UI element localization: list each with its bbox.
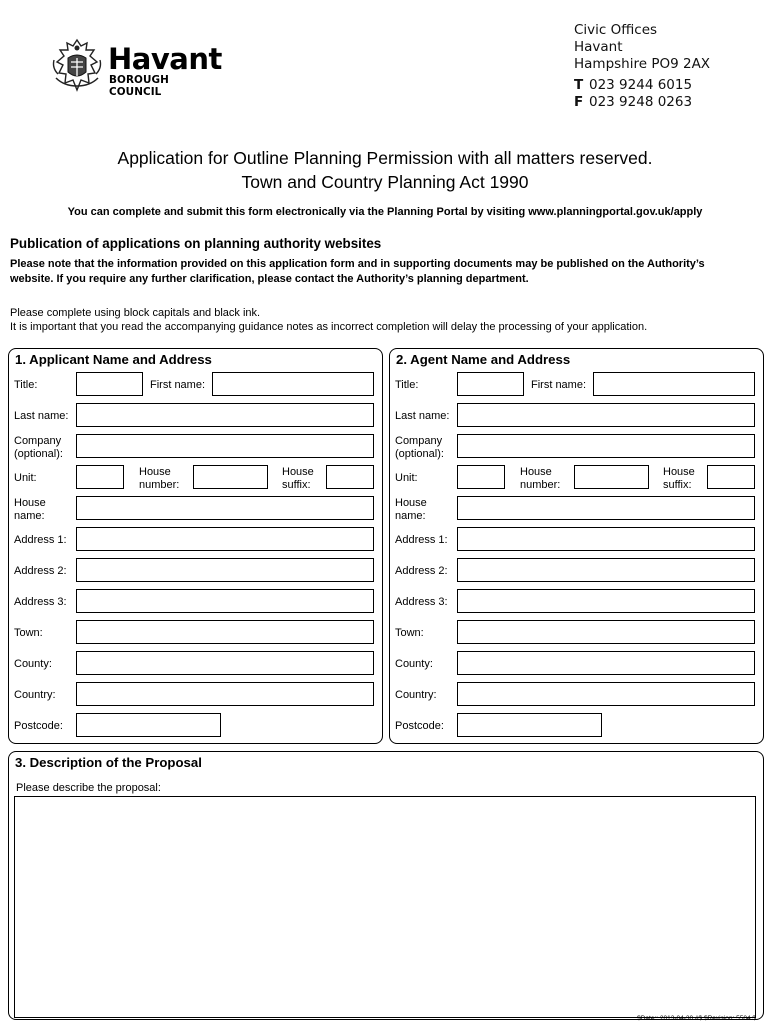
logo-subtitle: BOROUGH COUNCIL	[109, 74, 169, 98]
council-logo	[50, 38, 222, 98]
house-suffix-field[interactable]	[326, 465, 374, 489]
first-name-field[interactable]	[593, 372, 755, 396]
publication-text: Please note that the information provided on this application form and in supporting documents may be published on the Authority’s website. If you require any further clarification, please contact the Authority’s planning department.	[10, 258, 705, 285]
house-suffix-field[interactable]	[707, 465, 755, 489]
instructions-line: It is important that you read the accompanying guidance notes as incorrect completion will delay the processing of your application.	[10, 321, 648, 333]
instructions-line: Please complete using block capitals and black ink.	[10, 307, 261, 319]
address-3-label: Address 3:	[14, 596, 67, 608]
address-2-field[interactable]	[457, 558, 755, 582]
house-name-field[interactable]	[76, 496, 374, 520]
house-number-field[interactable]	[574, 465, 649, 489]
county-field[interactable]	[457, 651, 755, 675]
crest-icon	[50, 38, 104, 92]
title-label: Title:	[395, 379, 419, 391]
county-label: County:	[14, 658, 52, 670]
company-field[interactable]	[76, 434, 374, 458]
address-1-field[interactable]	[76, 527, 374, 551]
proposal-prompt: Please describe the proposal:	[16, 782, 161, 794]
house-number-label: House number:	[139, 466, 180, 491]
telephone: T 023 9244 6015	[574, 77, 693, 93]
county-field[interactable]	[76, 651, 374, 675]
unit-field[interactable]	[76, 465, 124, 489]
postcode-field[interactable]	[457, 713, 602, 737]
town-label: Town:	[14, 627, 43, 639]
country-label: Country:	[14, 689, 56, 701]
revision-footer: $Date:: 2013-04-30 #$ $Revision: 5504 $	[637, 1015, 756, 1022]
last-name-field[interactable]	[76, 403, 374, 427]
company-field[interactable]	[457, 434, 755, 458]
address-1-field[interactable]	[457, 527, 755, 551]
country-label: Country:	[395, 689, 437, 701]
house-suffix-label: House suffix:	[282, 466, 314, 491]
first-name-label: First name:	[531, 379, 587, 391]
address-2-label: Address 2:	[14, 565, 67, 577]
proposal-section	[8, 751, 764, 1020]
first-name-field[interactable]	[212, 372, 374, 396]
country-field[interactable]	[76, 682, 374, 706]
title-label: Title:	[14, 379, 38, 391]
house-name-label: House name:	[14, 497, 46, 522]
company-label: Company (optional):	[14, 435, 63, 460]
house-suffix-label: House suffix:	[663, 466, 695, 491]
section-title: 1. Applicant Name and Address	[15, 352, 212, 367]
form-title: Application for Outline Planning Permission with all matters reserved.	[117, 148, 653, 168]
fax: F 023 9248 0263	[574, 94, 693, 110]
address-3-label: Address 3:	[395, 596, 448, 608]
proposal-description-field[interactable]	[14, 796, 756, 1018]
last-name-label: Last name:	[395, 410, 450, 422]
address-line: Havant	[574, 39, 623, 55]
address-line: Hampshire PO9 2AX	[574, 56, 711, 72]
town-field[interactable]	[457, 620, 755, 644]
postcode-label: Postcode:	[14, 720, 63, 732]
last-name-field[interactable]	[457, 403, 755, 427]
postcode-label: Postcode:	[395, 720, 444, 732]
council-address	[574, 22, 710, 111]
house-name-label: House name:	[395, 497, 427, 522]
house-number-label: House number:	[520, 466, 561, 491]
publication-heading: Publication of applications on planning authority websites	[10, 236, 382, 251]
section-title: 3. Description of the Proposal	[15, 755, 202, 770]
address-1-label: Address 1:	[14, 534, 67, 546]
address-2-label: Address 2:	[395, 565, 448, 577]
intro-text: You can complete and submit this form electronically via the Planning Portal by visiting www.planningportal.gov.uk/apply	[67, 206, 703, 218]
postcode-field[interactable]	[76, 713, 221, 737]
town-field[interactable]	[76, 620, 374, 644]
logo-name: Havant	[108, 42, 222, 76]
address-line: Civic Offices	[574, 22, 658, 38]
instructions	[10, 306, 760, 334]
country-field[interactable]	[457, 682, 755, 706]
form-subtitle: Town and Country Planning Act 1990	[241, 172, 529, 192]
house-name-field[interactable]	[457, 496, 755, 520]
section-title: 2. Agent Name and Address	[396, 352, 571, 367]
title-field[interactable]	[457, 372, 524, 396]
town-label: Town:	[395, 627, 424, 639]
unit-label: Unit:	[395, 472, 418, 484]
address-1-label: Address 1:	[395, 534, 448, 546]
unit-label: Unit:	[14, 472, 37, 484]
first-name-label: First name:	[150, 379, 206, 391]
company-label: Company (optional):	[395, 435, 444, 460]
address-3-field[interactable]	[457, 589, 755, 613]
house-number-field[interactable]	[193, 465, 268, 489]
county-label: County:	[395, 658, 433, 670]
address-2-field[interactable]	[76, 558, 374, 582]
address-3-field[interactable]	[76, 589, 374, 613]
last-name-label: Last name:	[14, 410, 69, 422]
unit-field[interactable]	[457, 465, 505, 489]
title-field[interactable]	[76, 372, 143, 396]
